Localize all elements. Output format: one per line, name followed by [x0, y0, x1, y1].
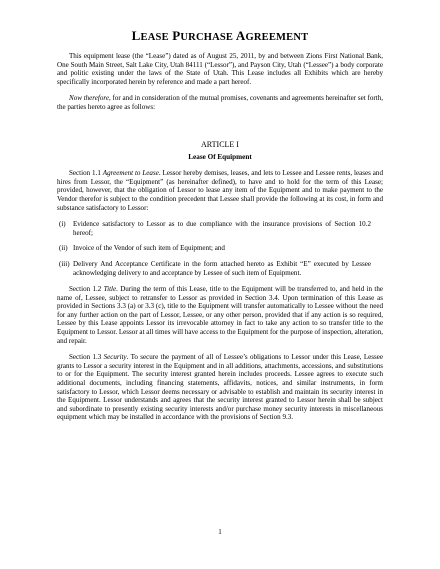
title-word-2: URCHASE [180, 32, 234, 43]
article-number: ARTICLE I [201, 139, 239, 149]
section-1-2-number: Section 1.2 [69, 285, 102, 294]
article-title: Lease Of Equipment [188, 152, 252, 161]
list-item [57, 260, 383, 277]
section-1-1-text: . Lessor hereby demises, leases, and lets to Lessee and Lessee rents, leases and hires from Lessor, the “Equipment” (as hereinafter defined), to have and to hold for the term of this Lease; provided, however, that the obligation of Lessor to lease any item of the Equipment and to make payment to the Vendor therefor is subject to the condition precedent that Lessee shall provide the following at its cost, in form and substance satisfactory to Lessor: [57, 169, 383, 212]
section-1-3-number: Section 1.3 [69, 353, 102, 362]
section-1-3-text: . To secure the payment of all of Lessee’s obligations to Lessor under this Lease, Lessee grants to Lessor a security interest in the Equipment and in all additions, attachments, accessions, and substitutions to or for the Equipment. The security interest granted herein includes proceeds. Lessee agrees to execute such additional documents, including financing statements, affidavits, notices, and similar instruments, in form satisfactory to Lessor, which Lessor deems necessary or advisable to establish and maintain its security interest in the Equipment. Lessor understands and agrees that the security interest granted to Lessor herein shall be subject and subordinate to presently existing security interests and/or purchase money security interests in miscellaneous equipment which may be installed in accordance with the provisions of Section 9.3. [57, 353, 383, 422]
page-number: 1 [218, 528, 222, 536]
list-item-text: Delivery And Acceptance Certificate in the form attached hereto as Exhibit “E” executed by Lessee acknowledging delivery to and acceptance by Lessee of such item of Equipment. [73, 259, 371, 277]
list-item-number: (ii) [59, 244, 68, 253]
list-item-number: (i) [59, 220, 66, 229]
section-1-1-title: Agreement to Lease [102, 169, 159, 178]
list-item-text: Invoice of the Vendor of such item of Equipment; and [73, 244, 225, 253]
conditions-list [57, 220, 383, 277]
recital-lead: Now therefore [69, 94, 110, 103]
spacer [57, 120, 383, 140]
section-1-2-text: . During the term of this Lease, title to the Equipment will be transferred to, and held in the name of, Lessee, subject to retransfer to Lessor as provided in Section 3.4. Upon termination of this Lease as provided in Sections 3.3 (a) or 3.3 (c), title to the Equipment will transfer automatically to Lessee without the need for any further action on the part of Lessor, Lessee, or any other person, provided that if any action is so required, Lessee by this Lease appoints Lessor its irrevocable attorney in fact to take any action to so transfer title to the Equipment to Lessor. Lessor at all times will have access to the Equipment for the purpose of inspection, alteration, and repair. [57, 285, 383, 345]
title-initial-3: A [235, 28, 246, 43]
recital-paragraph [57, 94, 383, 111]
section-1-3-title: Security [103, 353, 127, 362]
section-1-2-title: Title [103, 285, 117, 294]
list-item-number: (iii) [59, 259, 70, 268]
section-1-2 [57, 285, 383, 345]
list-item [57, 244, 383, 253]
section-1-1 [57, 169, 383, 212]
list-item-text: Evidence satisfactory to Lessor as to due compliance with the insurance provisions of Section 10.2 hereof; [73, 220, 371, 237]
section-1-1-number: Section 1.1 [69, 169, 101, 178]
title-word-1: EASE [140, 32, 169, 43]
recital-text: , for and in consideration of the mutual promises, covenants and agreements hereinafter set forth, the parties hereto agree as follows: [57, 94, 383, 111]
intro-paragraph: This equipment lease (the “Lease”) dated as of August 25, 2011, by and between Zions First National Bank, One South Main Street, Salt Lake City, Utah 84111 (“Lessor”), and Payson City, Utah (“Lessee”) a body corporate and politic existing under the laws of the State of Utah. This Lease includes all Exhibits which are hereby specifically incorporated herein by reference and made a part hereof. [57, 52, 383, 86]
title-word-3: GREEMENT [245, 32, 309, 43]
title-initial-2: P [172, 28, 181, 43]
title-initial-1: L [131, 28, 141, 43]
list-item [57, 220, 383, 237]
section-1-3 [57, 353, 383, 422]
document-title [57, 28, 383, 44]
